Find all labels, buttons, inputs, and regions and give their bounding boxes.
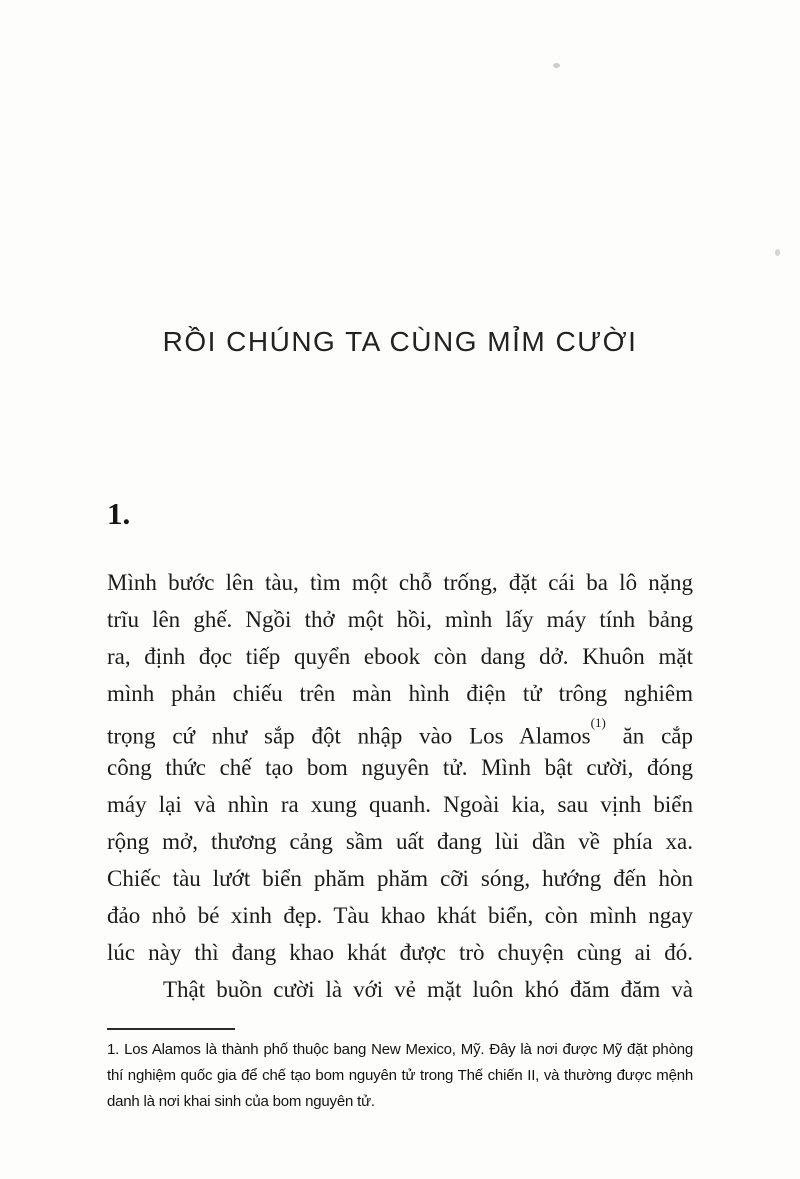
chapter-title: RỒI CHÚNG TA CÙNG MỈM CƯỜI	[162, 326, 638, 357]
paragraph-1-lines-bottom	[107, 749, 693, 971]
text-line: máy lại và nhìn ra xung quanh. Ngoài kia, sau vịnh biển	[107, 792, 693, 817]
footnote-divider	[107, 1028, 235, 1030]
footnote-lines	[107, 1037, 693, 1115]
scan-speck	[553, 63, 560, 68]
body-text	[107, 564, 693, 1008]
footnote	[107, 1028, 693, 1115]
section-number: 1.	[107, 496, 131, 531]
line-text: ăn cắp	[622, 723, 693, 749]
paragraph-2-first-line: Thật buồn cười là với vẻ mặt luôn khó đăm đăm và	[163, 977, 693, 1002]
text-line: rộng mở, thương cảng sầm uất đang lùi dần về phía xa.	[107, 829, 693, 854]
text-line: mình phản chiếu trên màn hình điện tử trông nghiêm	[107, 681, 693, 706]
text-line: công thức chế tạo bom nguyên tử. Mình bật cười, đóng	[107, 755, 693, 780]
paragraph-1-lines-top	[107, 564, 693, 712]
paragraph-1	[107, 564, 693, 971]
text-line: ra, định đọc tiếp quyển ebook còn dang dở. Khuôn mặt	[107, 644, 693, 669]
text-line: 1. Los Alamos là thành phố thuộc bang New Mexico, Mỹ. Đây là nơi được Mỹ đặt phòng	[107, 1041, 693, 1058]
text-line: trĩu lên ghế. Ngồi thở một hồi, mình lấy máy tính bảng	[107, 607, 693, 632]
text-line: danh là nơi khai sinh của bom nguyên tử.	[107, 1093, 375, 1110]
text-line: Mình bước lên tàu, tìm một chỗ trống, đặt cái ba lô nặng	[107, 570, 693, 595]
footnote-ref: (1)	[590, 715, 606, 730]
text-line: lúc này thì đang khao khát được trò chuyện cùng ai đó.	[107, 940, 693, 965]
scan-speck	[775, 249, 780, 256]
line-text: trọng cứ như sắp đột nhập vào Los Alamos	[107, 723, 591, 749]
text-line: thí nghiệm quốc gia để chế tạo bom nguyên tử trong Thế chiến II, và thường được mệnh	[107, 1067, 693, 1084]
text-line: Chiếc tàu lướt biển phăm phăm cỡi sóng, hướng đến hòn	[107, 866, 693, 891]
text-line-with-footnote-ref	[107, 712, 693, 749]
text-line: đảo nhỏ bé xinh đẹp. Tàu khao khát biển, còn mình ngay	[107, 903, 693, 928]
